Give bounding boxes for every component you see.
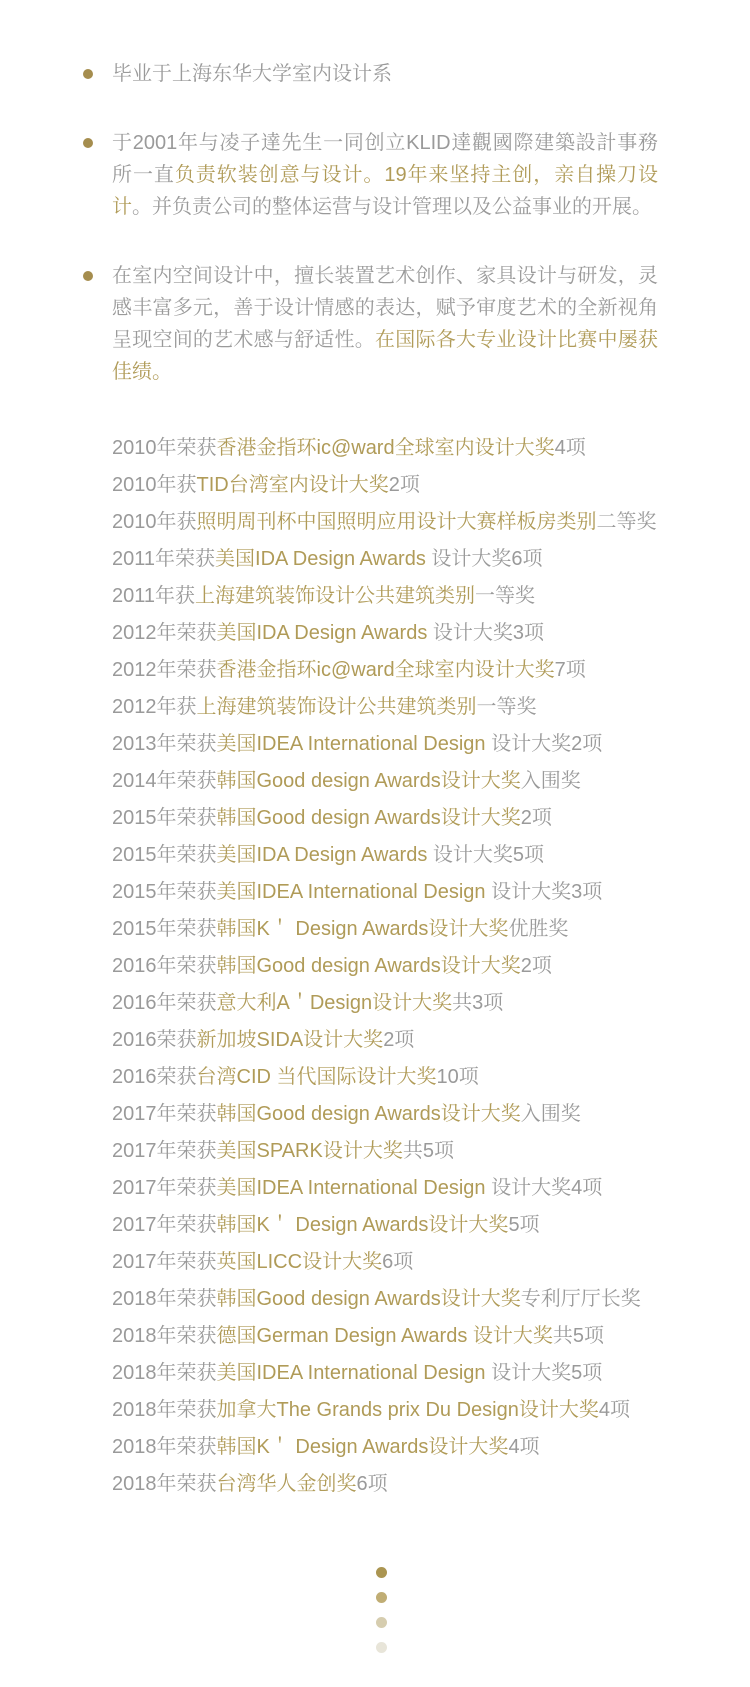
highlighted-text-segment: 美国IDA Design Awards <box>216 844 428 866</box>
text-segment: 设计大奖3项 <box>485 881 603 903</box>
highlighted-text-segment: 美国IDEA International Design <box>216 1177 486 1199</box>
text-segment: 2016年荣获 <box>112 955 217 977</box>
award-row <box>112 578 750 615</box>
award-row <box>112 1133 750 1170</box>
bullet-item <box>112 127 658 223</box>
award-row <box>112 1022 750 1059</box>
pager-dot-icon <box>376 1592 387 1603</box>
awards-list <box>0 430 750 1503</box>
highlighted-text-segment: 香港金指环ic@ward全球室内设计大奖 <box>216 659 555 681</box>
highlighted-text-segment: 韩国K＇ Design Awards设计大奖 <box>216 918 509 940</box>
text-segment: 2013年荣获 <box>112 733 217 755</box>
text-segment: 设计大奖5项 <box>427 844 545 866</box>
text-segment: 于2001年与凌子達先生一同创立KLID達觀國際建築設計事務所一直 <box>112 132 658 186</box>
award-row <box>112 948 750 985</box>
bullet-dot-icon <box>83 69 93 79</box>
highlighted-text-segment: 台湾CID 当代国际设计大奖 <box>196 1066 437 1088</box>
text-segment: 2项 <box>520 955 552 977</box>
award-row <box>112 1281 750 1318</box>
bullet-dot-icon <box>83 138 93 148</box>
highlighted-text-segment: 美国SPARK设计大奖 <box>216 1140 403 1162</box>
award-row <box>112 800 750 837</box>
text-segment: 4项 <box>554 437 586 459</box>
text-segment: 2011年荣获 <box>112 548 216 570</box>
text-segment: 2017年荣获 <box>112 1214 217 1236</box>
text-segment: 4项 <box>508 1436 540 1458</box>
highlighted-text-segment: 英国LICC设计大奖 <box>216 1251 383 1273</box>
award-row <box>112 1207 750 1244</box>
highlighted-text-segment: 上海建筑装饰设计公共建筑类别 <box>196 696 477 718</box>
highlighted-text-segment: 香港金指环ic@ward全球室内设计大奖 <box>216 437 555 459</box>
pager-dots <box>376 1567 387 1653</box>
text-segment: 设计大奖3项 <box>427 622 545 644</box>
text-segment: 2015年荣获 <box>112 807 217 829</box>
text-segment: 2015年荣获 <box>112 881 217 903</box>
text-segment: 专利厅厅长奖 <box>520 1288 641 1310</box>
award-row <box>112 1355 750 1392</box>
highlighted-text-segment: 韩国Good design Awards设计大奖 <box>216 1103 521 1125</box>
highlighted-text-segment: 德国German Design Awards 设计大奖 <box>216 1325 553 1347</box>
text-segment: 2017年荣获 <box>112 1177 217 1199</box>
text-segment: 2018年荣获 <box>112 1362 217 1384</box>
text-segment: 共5项 <box>552 1325 605 1347</box>
highlighted-text-segment: 美国IDA Design Awards <box>215 548 426 570</box>
text-segment: 2012年荣获 <box>112 659 217 681</box>
text-segment: 2016荣获 <box>112 1066 197 1088</box>
text-segment: 2010年获 <box>112 511 197 533</box>
text-segment: 7项 <box>554 659 586 681</box>
highlighted-text-segment: 照明周刊杯中国照明应用设计大赛样板房类别 <box>196 511 597 533</box>
text-segment: 。并负责公司的整体运营与设计管理以及公益事业的开展。 <box>132 196 652 218</box>
award-row <box>112 985 750 1022</box>
text-segment: 2010年荣获 <box>112 437 217 459</box>
text-segment: 2017年荣获 <box>112 1251 217 1273</box>
award-row <box>112 726 750 763</box>
text-segment: 设计大奖2项 <box>485 733 603 755</box>
text-segment: 10项 <box>436 1066 479 1088</box>
text-segment: 毕业于上海东华大学室内设计系 <box>112 63 392 85</box>
text-segment: 共5项 <box>402 1140 454 1162</box>
award-row <box>112 1466 750 1503</box>
award-row <box>112 1392 750 1429</box>
text-segment: 2016年荣获 <box>112 992 217 1014</box>
bullet-dot-icon <box>83 271 93 281</box>
text-segment: 2018年荣获 <box>112 1288 217 1310</box>
text-segment: 2项 <box>383 1029 415 1051</box>
award-row <box>112 1059 750 1096</box>
award-row <box>112 1096 750 1133</box>
highlighted-text-segment: 韩国Good design Awards设计大奖 <box>216 955 521 977</box>
text-segment: 2010年获 <box>112 474 197 496</box>
highlighted-text-segment: 在国际各大专业设计比赛中屡获佳绩。 <box>112 329 658 383</box>
text-segment: 2015年荣获 <box>112 918 217 940</box>
highlighted-text-segment: 韩国Good design Awards设计大奖 <box>216 807 521 829</box>
pager-dot-icon <box>376 1642 387 1653</box>
text-segment: 2012年荣获 <box>112 622 217 644</box>
highlighted-text-segment: 韩国Good design Awards设计大奖 <box>216 1288 521 1310</box>
text-segment: 2014年荣获 <box>112 770 217 792</box>
award-row <box>112 615 750 652</box>
text-segment: 4项 <box>598 1399 630 1421</box>
text-segment: 2018年荣获 <box>112 1325 217 1347</box>
pager-dot-icon <box>376 1617 387 1628</box>
text-segment: 一等奖 <box>476 696 537 718</box>
award-row <box>112 1429 750 1466</box>
award-row <box>112 467 750 504</box>
text-segment: 二等奖 <box>596 511 657 533</box>
award-row <box>112 504 750 541</box>
text-segment: 2项 <box>388 474 420 496</box>
highlighted-text-segment: 韩国K＇ Design Awards设计大奖 <box>216 1214 509 1236</box>
text-segment: 2011年获 <box>112 585 196 607</box>
highlighted-text-segment: 韩国Good design Awards设计大奖 <box>216 770 521 792</box>
award-row <box>112 911 750 948</box>
text-segment: 一等奖 <box>475 585 536 607</box>
text-segment: 6项 <box>356 1473 388 1495</box>
award-row <box>112 430 750 467</box>
award-row <box>112 1318 750 1355</box>
highlighted-text-segment: 意大利A＇Design设计大奖 <box>216 992 453 1014</box>
highlighted-text-segment: 上海建筑装饰设计公共建筑类别 <box>195 585 476 607</box>
highlighted-text-segment: 美国IDEA International Design <box>216 733 486 755</box>
highlighted-text-segment: 负责软装创意与设计。19年来坚持主创，亲自操刀设计 <box>112 164 659 218</box>
pager-dot-icon <box>376 1567 387 1578</box>
award-row <box>112 874 750 911</box>
award-row <box>112 1244 750 1281</box>
award-row <box>112 763 750 800</box>
highlighted-text-segment: 美国IDEA International Design <box>216 881 486 903</box>
bullet-list <box>0 0 750 388</box>
award-row <box>112 837 750 874</box>
highlighted-text-segment: 新加坡SIDA设计大奖 <box>196 1029 384 1051</box>
text-segment: 2018年荣获 <box>112 1399 217 1421</box>
text-segment: 2012年获 <box>112 696 197 718</box>
text-segment: 设计大奖4项 <box>485 1177 603 1199</box>
text-segment: 2项 <box>520 807 552 829</box>
text-segment: 设计大奖6项 <box>425 548 543 570</box>
highlighted-text-segment: 美国IDEA International Design <box>216 1362 486 1384</box>
text-segment: 2018年荣获 <box>112 1473 217 1495</box>
text-segment: 5项 <box>508 1214 540 1236</box>
award-row <box>112 689 750 726</box>
bullet-item <box>112 260 658 388</box>
text-segment: 2017年荣获 <box>112 1103 217 1125</box>
award-row <box>112 652 750 689</box>
highlighted-text-segment: 台湾华人金创奖 <box>216 1473 357 1495</box>
text-segment: 入围奖 <box>520 1103 581 1125</box>
award-row <box>112 541 750 578</box>
award-row <box>112 1170 750 1207</box>
text-segment: 6项 <box>382 1251 414 1273</box>
text-segment: 优胜奖 <box>508 918 569 940</box>
highlighted-text-segment: 加拿大The Grands prix Du Design设计大奖 <box>216 1399 599 1421</box>
bullet-item <box>112 58 658 90</box>
highlighted-text-segment: 美国IDA Design Awards <box>216 622 428 644</box>
text-segment: 设计大奖5项 <box>485 1362 603 1384</box>
text-segment: 2015年荣获 <box>112 844 217 866</box>
highlighted-text-segment: 韩国K＇ Design Awards设计大奖 <box>216 1436 509 1458</box>
text-segment: 在室内空间设计中，擅长装置艺术创作、家具设计与研发，灵感丰富多元，善于设计情感的表达，赋予审度艺术的全新视角呈现空间的艺术感与舒适性。 <box>112 265 658 351</box>
text-segment: 共3项 <box>452 992 504 1014</box>
highlighted-text-segment: TID台湾室内设计大奖 <box>196 474 389 496</box>
text-segment: 2018年荣获 <box>112 1436 217 1458</box>
text-segment: 2017年荣获 <box>112 1140 217 1162</box>
text-segment: 入围奖 <box>520 770 581 792</box>
text-segment: 2016荣获 <box>112 1029 197 1051</box>
